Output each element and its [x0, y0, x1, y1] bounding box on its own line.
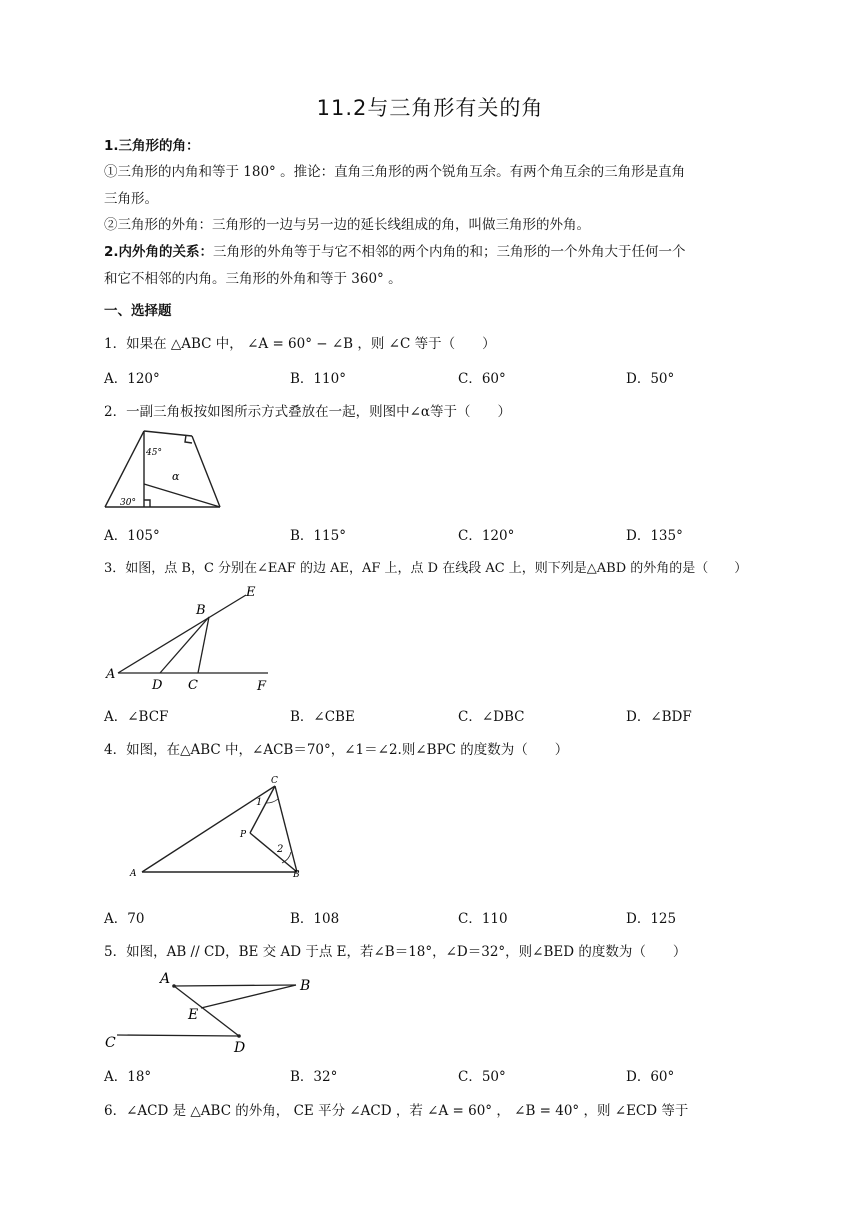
question-1-stem: 1．如果在 △ABC 中， ∠A = 60° − ∠B ，则 ∠C 等于（ ） [104, 336, 496, 352]
question-4-option-c: C．110 [458, 911, 508, 927]
question-3-option-a: A．∠BCF [104, 709, 169, 725]
page-title: 11.2与三角形有关的角 [316, 96, 544, 120]
question-3-label-e: E [246, 585, 256, 600]
question-4-stem: 4．如图，在△ABC 中，∠ACB＝70°，∠1＝∠2.则∠BPC 的度数为（ ） [104, 742, 569, 758]
notes-line-3a [104, 240, 686, 260]
question-2-label-45: 45° [146, 448, 162, 458]
question-4-label-1: 1 [256, 797, 263, 808]
question-2-option-b: B．115° [290, 528, 346, 544]
notes-paragraph-3a: 三角形的外角等于与它不相邻的两个内角的和；三角形的一个外角大于任何一个 [213, 244, 686, 260]
notes-paragraph-3b: 和它不相邻的内角。三角形的外角和等于 360° 。 [104, 271, 402, 287]
question-1-option-c: C．60° [458, 371, 506, 387]
question-4-figure [125, 770, 310, 882]
question-1-option-d: D．50° [626, 371, 675, 387]
question-2-option-d: D．135° [626, 528, 683, 544]
question-5-label-e: E [188, 1007, 199, 1023]
question-4-label-p: P [240, 830, 247, 840]
question-4-label-c: C [271, 776, 278, 786]
question-3-label-d: D [152, 678, 163, 693]
question-5-option-c: C．50° [458, 1069, 506, 1085]
question-5-option-d: D．60° [626, 1069, 675, 1085]
notes-heading-1: 1.三角形的角： [104, 138, 200, 154]
question-5-figure [100, 966, 325, 1058]
question-4-option-a: A．70 [104, 911, 145, 927]
question-3-label-b: B [196, 603, 206, 618]
notes-paragraph-1b: 三角形。 [104, 191, 158, 207]
question-5-label-b: B [300, 978, 311, 994]
question-4-label-b: B [293, 870, 300, 880]
question-4-option-b: B．108 [290, 911, 340, 927]
question-5-label-c: C [105, 1035, 116, 1051]
question-6-stem: 6．∠ACD 是 △ABC 的外角， CE 平分 ∠ACD ，若 ∠A = 60° ， ∠B = 40° ，则 ∠ECD 等于 [104, 1103, 689, 1119]
question-2-option-a: A．105° [104, 528, 160, 544]
section-heading: 一、选择题 [104, 303, 172, 319]
question-4-label-a: A [130, 869, 137, 879]
notes-paragraph-1a: ①三角形的内角和等于 180° 。推论：直角三角形的两个锐角互余。有两个角互余的三角形是直角 [104, 164, 686, 180]
question-5-label-a: A [160, 971, 171, 987]
notes-paragraph-2: ②三角形的外角：三角形的一边与另一边的延长线组成的角，叫做三角形的外角。 [104, 217, 590, 233]
question-3-label-a: A [106, 667, 116, 682]
question-4-option-d: D．125 [626, 911, 677, 927]
question-5-option-a: A．18° [104, 1069, 152, 1085]
question-3-option-c: C．∠DBC [458, 709, 525, 725]
question-1-option-a: A．120° [104, 371, 160, 387]
question-5-stem: 5．如图，AB // CD，BE 交 AD 于点 E，若∠B＝18°，∠D＝32°，则∠BED 的度数为（ ） [104, 944, 687, 960]
question-2-figure [100, 426, 225, 512]
question-2-option-c: C．120° [458, 528, 515, 544]
question-3-option-b: B．∠CBE [290, 709, 355, 725]
question-2-label-30: 30° [120, 498, 136, 508]
notes-heading-2: 2.内外角的关系： [104, 244, 214, 260]
question-4-label-2: 2 [277, 844, 284, 855]
question-3-label-c: C [188, 678, 198, 693]
question-3-stem: 3．如图，点 B，C 分别在∠EAF 的边 AE，AF 上，点 D 在线段 AC 上，则下列是△ABD 的外角的是（ ） [104, 561, 748, 576]
question-2-label-alpha: α [172, 470, 180, 483]
question-3-figure [100, 582, 280, 694]
question-5-label-d: D [234, 1040, 246, 1056]
question-3-option-d: D．∠BDF [626, 709, 692, 725]
question-5-option-b: B．32° [290, 1069, 338, 1085]
question-2-stem: 2．一副三角板按如图所示方式叠放在一起，则图中∠α等于（ ） [104, 404, 512, 420]
question-3-label-f: F [257, 679, 267, 694]
question-1-option-b: B．110° [290, 371, 346, 387]
